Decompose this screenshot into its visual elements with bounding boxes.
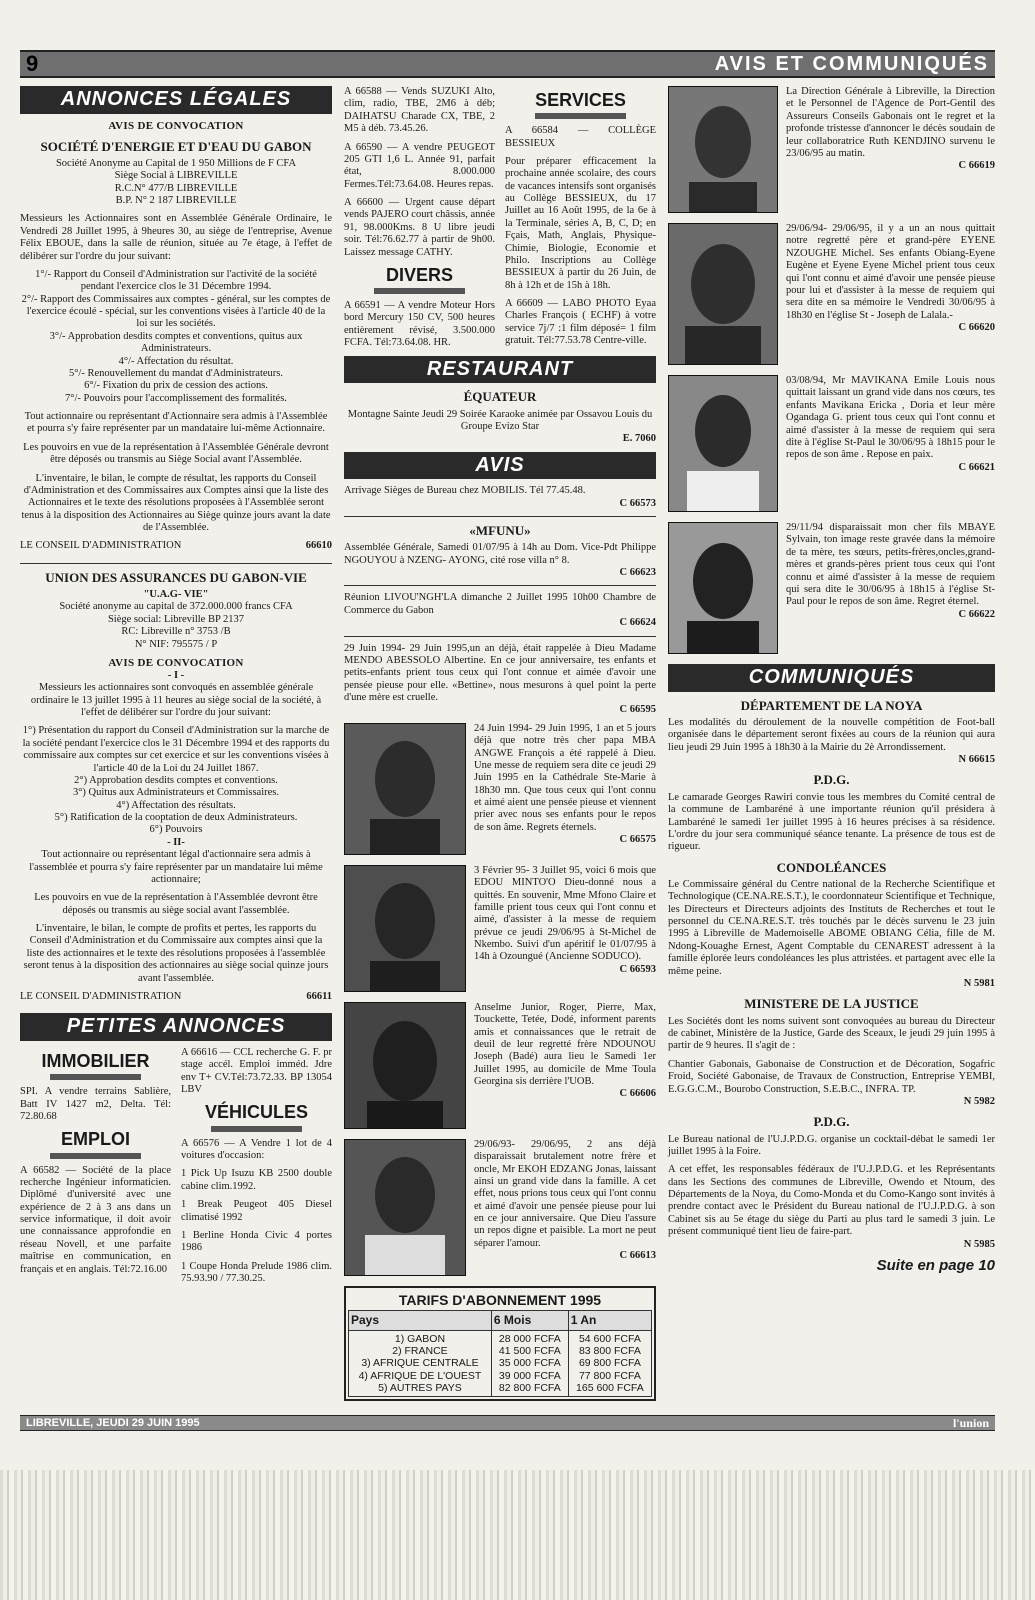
uag-signature: [20, 991, 332, 1003]
divider: [344, 585, 656, 586]
noya-ref: N 66615: [958, 754, 995, 766]
ujpdg-text: Le Bureau national de l'U.J.P.D.G. organise un cocktail-débat le samedi 1er juillet 1995 à la Foire.: [668, 1133, 995, 1157]
uag-signature-text: LE CONSEIL D'ADMINISTRATION: [20, 990, 182, 1002]
suite-en-page: Suite en page 10: [876, 1256, 995, 1274]
obituary: [344, 1002, 656, 1129]
portrait-icon: [669, 376, 777, 511]
uag-section: - II-: [167, 836, 185, 848]
obituary: [668, 223, 995, 365]
pajero-ad: A 66600 — Urgent cause départ vends PAJERO court châssis, année 91, 98.000Kms. 8 U libre jeudi soir. Tél:76.62.77 à partir de 9h00. Laissez message CATHY.: [344, 197, 495, 258]
mba-angwe-ref: C 66575: [619, 834, 656, 846]
immobilier-heading: IMMOBILIER: [41, 1050, 150, 1071]
uag-section: - I -: [167, 669, 185, 681]
mbaye-ref: C 66622: [958, 608, 995, 620]
heading-rule: [211, 1126, 302, 1132]
ujpdg-ref: N 5985: [963, 1238, 995, 1250]
subscription-rates: [344, 1286, 656, 1402]
portrait-icon: [345, 724, 465, 854]
tarifs-header: 6 Mois: [491, 1311, 568, 1330]
seeg-rc: R.C.N° 477/B LIBREVILLE: [114, 182, 238, 194]
portrait-icon: [669, 87, 777, 212]
tarifs-6-mois: 28 000 FCFA 41 500 FCFA 35 000 FCFA 39 000 FCFA 82 800 FCFA: [491, 1330, 568, 1397]
portrait-icon: [669, 523, 777, 653]
vehicule-item: 1 Berline Honda Civic 4 portes 1986: [181, 1229, 332, 1254]
mendo-text: 29 Juin 1994- 29 Juin 1995,un an déjà, était rappelée à Dieu Madame MENDO ABESSOLO Albertine. En ce jour anniversaire, tes enfants et petits-enfants prient tous ceux qui l'ont connue et aimée d'avoir une pensée pieuse pour elle. «Bettine», nous mesurons à quel point la perte d'une mère est cruelle.: [344, 642, 656, 704]
tarifs-header: 1 An: [568, 1311, 651, 1330]
justice-companies: Chantier Gabonais, Gabonaise de Construction et de Décoration, Sogafric Froid, Société Gabonaise, de Travaux de Construction, Entreprise YEMBI, E.G.G.C.M., Bourobo Construction, S.E.B.C., INFRA. TP.: [668, 1058, 995, 1095]
divider: [344, 636, 656, 637]
justice-text: Les Sociétés dont les noms suivent sont convoquées au bureau du Directeur de cabinet, Ministère de la Justice, Garde des Sceaux, le jeudi 29 juin 1995 à partir de 9 heures. Il s'agit de :: [668, 1015, 995, 1052]
restaurant-banner: RESTAURANT: [344, 356, 656, 384]
seeg-para: Les pouvoirs en vue de la représentation à l'Assemblée Générale devront être déposés ou transmis au Siège Social avant l'Assemblée.: [23, 441, 329, 466]
noya-text: Les modalités du déroulement de la nouvelle compétition de Foot-ball organisée dans le département seront fixées au cours de la réunion qui aura lieu jeudi 29 Juin 1995 à 18h30 à la Mairie du 2è Arrondissement.: [668, 716, 995, 753]
uag-para: L'inventaire, le bilan, le compte de profits et pertes, les rapports du Conseil d'Administration et du Commissaire aux comptes ainsi que la liste des actionnaires et le texte des résolutions proposées à l'assemblée seront tenus à la disposition des actionnaires au siège social quinze jours avant l'assemblée.: [23, 923, 329, 984]
emploi-heading: EMPLOI: [60, 1129, 130, 1150]
portrait-icon: [669, 224, 777, 364]
portrait-icon: [345, 1140, 465, 1275]
portrait-icon: [345, 1003, 465, 1128]
vehicule-item: 1 Break Peugeot 405 Diesel climatisé 1992: [181, 1199, 332, 1223]
condoleances-text: Le Commissaire général du Centre national de la Recherche Scientifique et Technologique (CE.NA.RE.S.T.), le coordonnateur Scientifique et Technique, les Directeurs et Directeurs adjoints des Instituts de Recherches et tout le personnel du CE.NA.RE.S.T. très touchés par le décès survenu le 23 juin 1995 à Libreville de Mademoiselle ABOME OBIANG Célia, fille de M. Ndong-Kouaghe Ernest, Agent Comptable du CENAREST adressent à la famille éplorée leurs condoléances les plus attristées. et partagent avec elle la même peine.: [668, 878, 995, 977]
tarifs-pays: 1) GABON 2) FRANCE 3) AFRIQUE CENTRALE 4) AFRIQUE DE L'OUEST 5) AUTRES PAYS: [349, 1330, 492, 1397]
seeg-para: Tout actionnaire ou représentant d'Actionnaire sera admis à l'Assemblée et pourra s'y faire représenter par un mandataire lui-même Actionnaire.: [24, 411, 328, 435]
vehicule-item: 1 Coupe Honda Prelude 1986 clim. 75.93.90 / 77.30.25.: [181, 1260, 332, 1285]
petites-annonces-banner: PETITES ANNONCES: [20, 1013, 332, 1041]
vehicules-ad: A 66576 — A Vendre 1 lot de 4 voitures d'occasion:: [181, 1137, 332, 1162]
column-classifieds: [344, 86, 656, 1401]
mfunu-text: Assemblée Générale, Samedi 01/07/95 à 14h au Dom. Vice-Pdt Philippe NGOUYOU à NZENG- AYONG, cité rose villa n° 8.: [344, 542, 656, 566]
labo-photo-ad: A 66609 — LABO PHOTO Eyaa Charles François ( ECHF) à votre service 7j/7 :1 film déposé= 1 film gratuit. Tél:77.53.78 Centre-ville.: [505, 298, 656, 347]
portrait-photo: [668, 223, 778, 365]
heading-rule: [535, 113, 626, 119]
obituary: [344, 1139, 656, 1276]
uag-seat: Siège social: Libreville BP 2137: [107, 613, 245, 625]
page-number: 9: [26, 51, 39, 76]
uag-ref: 66611: [306, 990, 332, 1002]
obituary: [668, 86, 995, 213]
newspaper-page: [20, 50, 995, 1460]
seeg-item: 5°/- Renouvellement du mandat d'Administrateurs.: [68, 367, 283, 379]
tarifs-1-an: 54 600 FCFA 83 800 FCFA 69 800 FCFA 77 800 FCFA 165 600 FCFA: [568, 1330, 651, 1397]
tarifs-header: Pays: [349, 1311, 492, 1330]
uag-short: "U.A.G- VIE": [143, 589, 209, 601]
vehicules-heading: VÉHICULES: [204, 1102, 309, 1123]
mba-angwe-text: 24 Juin 1994- 29 Juin 1995, 1 an et 5 jours déjà que notre très cher papa MBA ANGWE François a été rappelé à Dieu. Une messe de requiem sera dite ce jeudi 29 Juin 1995 en la Cathédrale Ste-Marie à 18h30 mn. Que tous ceux qui l'ont connu et aimé aient une pensée pieuse et viennent prier avec nous ses enfants pour le repos de son âme. Regrets éternels.: [474, 722, 656, 833]
ccl-ad: A 66616 — CCL recherche G. F. pr stage accél. Emploi imméd. Jdre env T+ CV.Tél:73.72.33. BP 13054 LBV: [181, 1046, 332, 1096]
portrait-photo: [668, 375, 778, 512]
uag-company: UNION DES ASSURANCES DU GABON-VIE: [45, 569, 307, 585]
mavikana-text: 03/08/94, Mr MAVIKANA Emile Louis nous quittait laissant un grand vide dans nos cœurs, tes enfants Mavikana Ericka , Doria et leur mère Ogandaga G. prient tous ceux qui l'ont connu et aimé d'assister à la messe de requiem qui sera dite à l'église St-Paul le 30/06/95 à 18h15 pour le repos de son âme . Repose en paix.: [786, 375, 995, 461]
justice-ref: N 5982: [963, 1095, 995, 1107]
heading-rule: [50, 1074, 141, 1080]
uag-intro: Messieurs les actionnaires sont convoqués en assemblée générale ordinaire le 13 juillet 1995 à 11 heures au siège social de la société, à l'effet de délibérer sur l'ordre du jour suivant:: [30, 682, 322, 719]
portrait-photo: [344, 1139, 466, 1276]
uag-item: 4°) Affectation des résultats.: [116, 799, 236, 811]
tarifs-table: [348, 1310, 652, 1397]
reunion-text: Réunion LIVOU'NGH'LA dimanche 2 Juillet 1995 10h00 Chambre de Commerce du Gabon: [344, 592, 656, 616]
seeg-ref: 66610: [305, 540, 332, 552]
communiques-banner: COMMUNIQUÉS: [668, 664, 995, 692]
portrait-photo: [668, 86, 778, 213]
moteur-ad: A 66591 — A vendre Moteur Hors bord Mercury 150 CV, 500 heures entièrement révisé, 3.500.000 FCFA. Tél:73.64.08. HR.: [344, 300, 495, 349]
seeg-signature: [20, 540, 332, 552]
convocation-title: AVIS DE CONVOCATION: [108, 119, 244, 132]
edou-minto-text: 3 Février 95- 3 Juillet 95, voici 6 mois que EDOU MINTO'O Dieu-donné nous a quittés. En souvenir, Mme Mfono Claire et famille prient tous ceux qui l'ont connu et aimé, d'assister à la messe de requiem prévue ce jeudi 29/06/95 à St-Michel de Nkembo. Suivi d'un apéritif le 01/07/95 à 14h à Ozoungué (Ancienne SODUCO).: [474, 864, 656, 963]
tarifs-title: TARIFS D'ABONNEMENT 1995: [398, 1291, 602, 1308]
mfunu-title: «MFUNU»: [469, 523, 531, 538]
seeg-seat: Siège Social à LIBREVILLE: [114, 170, 238, 182]
ndounou-ref: C 66606: [619, 1088, 656, 1100]
restaurant-name: ÉQUATEUR: [463, 389, 537, 405]
ekoh-edzang-ref: C 66613: [619, 1250, 656, 1262]
mbaye-text: 29/11/94 disparaissait mon cher fils MBAYE Sylvain, ton image reste gravée dans la mémoire de ta mère, tes sœurs, petits-frères,oncles,grand-mères et grands-pères prient tous ceux qui l'ont connu et aimé d'assister à la messe de requiem qui sera dite le 30/06/95 à 18h15 à l'église St-Paul pour le repos de son âme. Regret éternel.: [786, 522, 995, 608]
seeg-bp: B.P. N° 2 187 LIBREVILLE: [115, 195, 237, 207]
uag-item: 6°) Pouvoirs: [149, 824, 203, 836]
uag-item: 5°) Ratification de la cooptation de deux Administrateurs.: [54, 812, 298, 824]
footer-dateline: LIBREVILLE, JEUDI 29 JUIN 1995: [26, 1417, 200, 1429]
seeg-item: 6°/- Fixation du prix de cession des actions.: [84, 380, 268, 392]
obituary: [344, 723, 656, 855]
mavikana-ref: C 66621: [958, 461, 995, 473]
mobilis-ref: C 66573: [619, 497, 656, 509]
divider: [20, 563, 332, 564]
justice-title: MINISTERE DE LA JUSTICE: [744, 996, 919, 1012]
seeg-capital: Société Anonyme au Capital de 1 950 Millions de F CFA: [55, 157, 297, 169]
condoleances-title: CONDOLÉANCES: [776, 859, 887, 875]
mobilis-ad: Arrivage Sièges de Bureau chez MOBILIS. Tél 77.45.48.: [344, 485, 586, 497]
ndounou-text: Anselme Junior, Roger, Pierre, Max, Touckette, Tetée, Dodé, informent parents amis et connaissances que le retrait de deuil de leur regretté frère NDOUNOU Joseph (Badé) aura lieu le Samedi 1er Juillet 1995, au domicile de Mme Toula Georgina sis derrière l'UOB.: [474, 1001, 656, 1088]
noya-title: DÉPARTEMENT DE LA NOYA: [740, 697, 923, 713]
column-legal-notices: [20, 86, 332, 1291]
footer-masthead: l'union: [952, 1416, 989, 1430]
divider: [344, 516, 656, 517]
eyene-text: 29/06/94- 29/06/95, il y a un an nous quittait notre regretté père et grand-père EYENE NZOUGHE Michel. Ses enfants Obiang-Eyene Eugène et Eyene Eyene Michel prient tous ceux qui l'ont connu et aimé d'avoir une pensée pieuse pour lui et d'assister à la messe de requiem qui sera dite en sa mémoire le Vendredi 30/06/95 à 18h30 en l'église St - Joseph de Lalala.-: [786, 223, 995, 321]
ekoh-edzang-text: 29/06/93- 29/06/95, 2 ans déjà disparaissait brutalement notre frère et oncle, Mr EKOH EDZANG Jonas, laissant ainsi un grand vide dans la famille. A cet effet, nous prions tous ceux qui l'ont connu et aimé d'avoir une pensée pieuse pour lui en ce jour anniversaire. Que Dieu l'assure un repos digne et paisible. La mort ne peut séparer l'amour.: [474, 1138, 656, 1249]
portrait-photo: [344, 865, 466, 992]
section-title: AVIS ET COMMUNIQUÉS: [714, 53, 989, 75]
seeg-item: 7°/- Pouvoirs pour l'accomplissement des formalités.: [65, 392, 287, 404]
portrait-photo: [344, 723, 466, 855]
restaurant-text: Montagne Sainte Jeudi 29 Soirée Karaoke animée par Ossavou Louis du Groupe Evizo Star: [347, 408, 653, 432]
seeg-para: L'inventaire, le bilan, le compte de résultat, les rapports du Conseil d'Administration et des Commissaires aux Comptes ainsi que la liste des Actionnaires et le texte des résolutions proposées à l'Assemblée seront tenus à la disposition des Actionnaires au Siège quinze jours avant la date de l'Assemblée.: [21, 472, 331, 534]
mfunu-ref: C 66623: [619, 567, 656, 579]
emploi-ad: A 66582 — Société de la place recherche Ingénieur informaticien. Diplômé d'université avec une expérience de 2 à 3 ans dans un service informatique, il doit avoir une connaissance approfondie en réseau Novell, et une parfaite maîtrise en communication, en français et en anglais. Tél:72.16.00: [20, 1164, 171, 1275]
uag-para: Tout actionnaire ou représentant légal d'actionnaire sera admis à l'assemblée et pourra s'y faire représenter par un mandataire lui même actionnaire;: [29, 849, 323, 885]
header-bar: [20, 50, 995, 78]
uag-convocation-title: AVIS DE CONVOCATION: [108, 656, 244, 669]
uag-item: 3°) Quitus aux Administrateurs et Commissaires.: [72, 787, 279, 799]
pdg-text: Le camarade Georges Rawiri convie tous les membres du Comité central de la commune de Lambaréné à une importante réunion qu'il présidera à Lambaréné le samedi 1er juillet 1995 à 16 heures précises à sa résidence. L'ordre du jour sera communiqué séance tenante. La présence de tous est de rigueur.: [668, 791, 995, 853]
obituary: [668, 522, 995, 654]
avis-banner: AVIS: [344, 452, 656, 480]
obituary: [668, 375, 995, 512]
seeg-item: 2°/- Rapport des Commissaires aux comptes - général, sur les comptes de l'exercice écoulé - spécial, sur les conventions visées à l'article 40 de la loi sur les sociétés.: [21, 293, 331, 330]
annonces-legales-banner: ANNONCES LÉGALES: [20, 86, 332, 114]
seeg-intro: Messieurs les Actionnaires sont en Assemblée Générale Ordinaire, le Vendredi 28 Juillet 1995, à 9heures 30, au siège de l'entreprise, Avenue Félix EBOUE, dans la salle de réunion, située au 7e étage, à l'effet de délibérer sur l'ordre du jour suivant:: [20, 213, 332, 262]
scan-noise: [0, 1470, 1035, 1600]
heading-rule: [50, 1153, 141, 1159]
classifieds-top: [344, 86, 656, 356]
obituary: [344, 865, 656, 992]
pdg-title: P.D.G.: [813, 1114, 850, 1130]
edou-minto-ref: C 66593: [619, 963, 656, 975]
peugeot-ad: A 66590 — A vendre PEUGEOT 205 GTI 1,6 L. Année 91, parfait état, 8.000.000 Fermes.Tél:73.64.08. Heures repas.: [344, 141, 495, 190]
seeg-item: 3°/- Approbation desdits comptes et conventions, quitus aux Administrateurs.: [49, 330, 303, 355]
kendjino-text: La Direction Générale à Libreville, la Direction et le Personnel de l'Agence de Port-Gentil des Assureurs Conseils Gabonais ont le regret et la profonde tristesse d'annoncer le décès soudain de leur collaboratrice Ruth KENDJINO survenu le 23/06/95 au matin.: [786, 86, 995, 159]
seeg-signature-text: LE CONSEIL D'ADMINISTRATION: [20, 540, 182, 552]
uag-item: 1°) Présentation du rapport du Conseil d'Administration sur la marche de la société pendant l'exercice clos le 31 Décembre 1994 et des rapports du commissaire aux comptes sur cet exercice et sur les conventions visées à l'article 40 de la Loi du 24 Juillet 1867.: [22, 725, 330, 774]
portrait-icon: [345, 866, 465, 991]
restaurant-ref: E. 7060: [622, 433, 656, 445]
petites-annonces: [20, 1047, 332, 1291]
pdg-title: P.D.G.: [813, 772, 850, 788]
footer-bar: [20, 1415, 995, 1431]
seeg-item: 1°/- Rapport du Conseil d'Administration sur l'activité de la société pendant l'exercice clos le 31 Décembre 1994.: [35, 268, 317, 293]
uag-capital: Société anonyme au capital de 372.000.000 francs CFA: [59, 601, 293, 613]
condoleances-ref: N 5981: [963, 977, 995, 989]
immobilier-ad: SPI. A vendre terrains Sablière, Batt IV 1427 m2, Delta. Tél: 72.80.68: [20, 1086, 171, 1122]
portrait-photo: [344, 1002, 466, 1129]
kendjino-ref: C 66619: [958, 160, 995, 172]
portrait-photo: [668, 522, 778, 654]
heading-rule: [374, 288, 465, 294]
seeg-company: SOCIÉTÉ D'ENERGIE ET D'EAU DU GABON: [40, 138, 312, 154]
divers-heading: DIVERS: [385, 264, 454, 285]
bessieux-ad: Pour préparer efficacement la prochaine année scolaire, des cours de vacances intensifs sont organisés au Collège BESSIEUX, du 17 Juillet au 16 Août 1995, de la 6e à la Terminale, séries A, B, C, D; en Fçais, Math, Anglais, Physique-Chimie, Biologie, Economie et Philo. Inscriptions au Collège BESSIEUX à partir du 26 Juin, de 8h à 12h et de 15h à 18h.: [505, 155, 656, 291]
seeg-item: 4°/- Affectation du résultat.: [118, 355, 234, 367]
mendo-ref: C 66595: [619, 704, 656, 716]
uag-nif: N° NIF: 795575 / P: [134, 638, 218, 650]
uag-item: 2°) Approbation desdits comptes et conventions.: [74, 774, 278, 786]
vehicule-item: 1 Pick Up Isuzu KB 2500 double cabine clim.1992.: [181, 1168, 332, 1192]
ujpdg-text: A cet effet, les responsables fédéraux de l'U.J.P.D.G. et les Représentants dans les Sections des communes de Libreville, Owendo et Ntoum, des Départements de la Noya, du Como-Monda et du Como-Kango sont invités à prendre contact avec le Président du Bureau national de l'U.J.P.D.G. à son Cabinet sis au 5e étage du siège du Parti au plus tard le samedi 3 juin. Le présent communiqué tient lieu de faire-part.: [668, 1164, 995, 1238]
column-communiques: [668, 86, 995, 1275]
bessieux-ad-title: A 66584 — COLLÈGE BESSIEUX: [505, 125, 656, 149]
reunion-ref: C 66624: [619, 617, 656, 629]
eyene-ref: C 66620: [958, 322, 995, 333]
uag-para: Les pouvoirs en vue de la représentation à l'Assemblée devront être déposés ou transmis au siège social avant l'assemblée.: [34, 892, 318, 916]
services-heading: SERVICES: [535, 90, 626, 110]
suzuki-ad: A 66588 — Vends SUZUKI Alto, clim, radio, TBE, 2M6 à déb; DAIHATSU Charade CX, TBE, 2 M5 à déb. 73.45.26.: [344, 86, 495, 135]
uag-rc: RC: Libreville n° 3753 /B: [121, 626, 231, 638]
